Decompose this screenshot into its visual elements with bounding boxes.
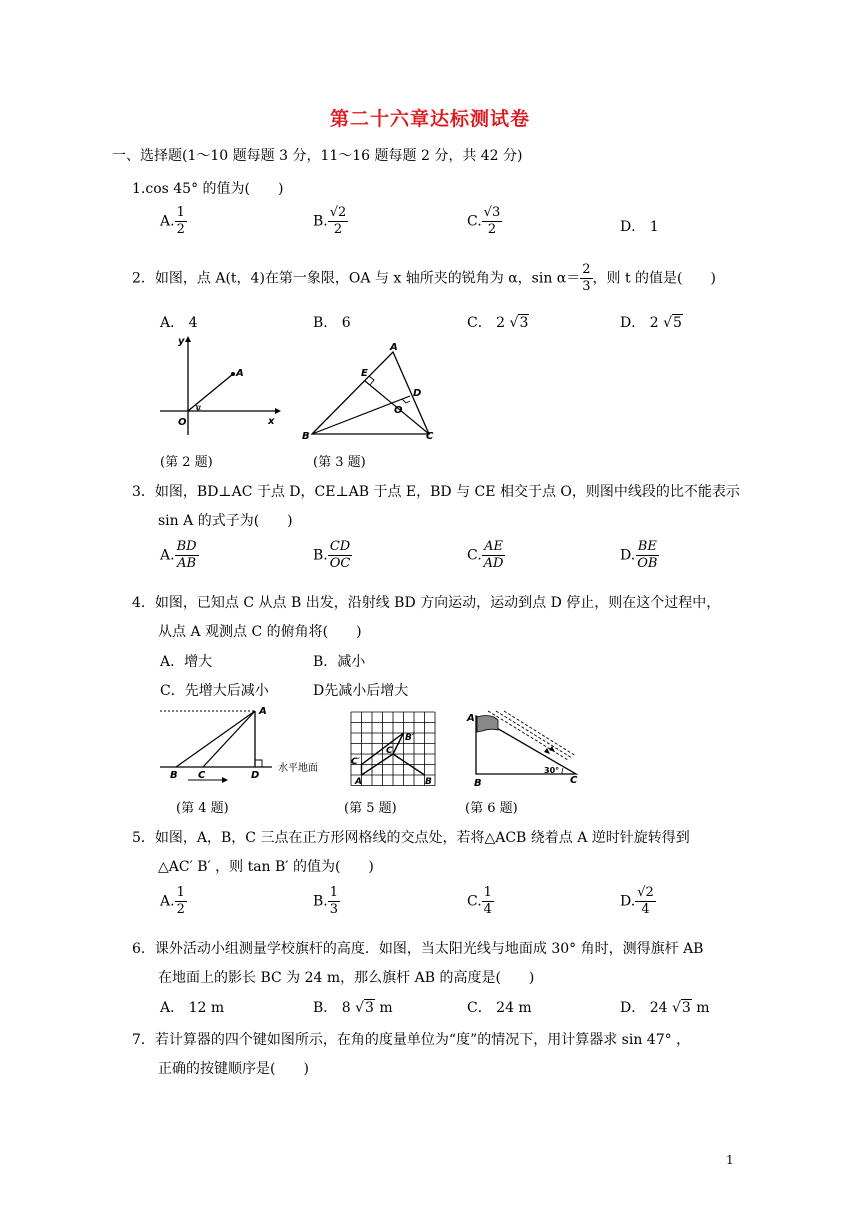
q1-option-b: B. $\frac{√2}{2}$	[313, 205, 347, 237]
fig3-b-label: B	[302, 431, 310, 442]
fig4-b-label: B	[170, 770, 178, 781]
q3-option-a: A. $\frac{BD}{AB}$	[160, 539, 197, 571]
fig5-c-label: C	[386, 746, 393, 756]
fig5-b-prime-label: B′	[405, 733, 415, 743]
q6-option-c: C． 24 m	[467, 1000, 532, 1016]
q4-option-c: C．先增大后减小	[160, 683, 269, 699]
figure-q6	[464, 708, 584, 790]
fig5-caption: (第 5 题)	[344, 801, 397, 816]
q6-stem-line2: 在地面上的影长 BC 为 24 m，那么旗杆 AB 的高度是( )	[158, 970, 535, 986]
q4-option-d: D先减小后增大	[313, 683, 409, 699]
q7-stem-line1: 7．若计算器的四个键如图所示，在角的度量单位为“度”的情况下，用计算器求 sin 47° ，	[132, 1032, 691, 1048]
q3-option-c: C. $\frac{AE}{AD}$	[467, 539, 504, 571]
fig4-ground-label: 水平地面	[278, 763, 318, 774]
fig2-y-label: y	[178, 336, 185, 347]
q4-stem-line1: 4．如图，已知点 C 从点 B 出发，沿射线 BD 方向运动，运动到点 D 停止，则在这个过程中，	[132, 595, 721, 611]
q2-option-c: C． 2 √3	[467, 315, 529, 331]
fig4-d-label: D	[251, 770, 260, 781]
fig6-angle-label: 30°	[544, 766, 560, 775]
q4-stem-line2: 从点 A 观测点 C 的俯角将( )	[158, 624, 362, 640]
q1-option-a: A. $\frac{1}{2}$	[160, 205, 185, 237]
q6-option-a: A． 12 m	[160, 1000, 225, 1016]
fig5-c-prime-label: C′	[351, 757, 360, 767]
fig3-caption: (第 3 题)	[313, 455, 366, 470]
q5-option-b: B. $\frac{1}{3}$	[313, 885, 339, 917]
q1-option-d: D． 1	[620, 219, 659, 235]
q5-stem-line1: 5．如图，A，B，C 三点在正方形网格线的交点处，若将△ACB 绕着点 A 逆时针旋转得到	[132, 830, 690, 846]
section-heading: 一、选择题(1～10 题每题 3 分，11～16 题每题 2 分，共 42 分)	[112, 148, 523, 164]
q2-option-a: A． 4	[160, 315, 198, 331]
figure-q2	[150, 332, 290, 442]
fig2-a-label: A	[236, 368, 244, 379]
fig3-a-label: A	[390, 342, 398, 353]
fig6-c-label: C	[570, 775, 578, 786]
fig3-o-label: O	[394, 405, 403, 416]
fig5-b-label: B	[425, 777, 432, 787]
fig2-alpha-label: α	[196, 403, 202, 412]
q2-option-d: D． 2 √5	[620, 315, 682, 331]
q5-option-c: C. $\frac{1}{4}$	[467, 885, 492, 917]
fig2-x-label: x	[268, 416, 275, 427]
fig4-caption: (第 4 题)	[176, 801, 229, 816]
page-number: 1	[726, 1153, 734, 1167]
page-title: 第二十六章达标测试卷	[329, 108, 530, 130]
q3-stem-line2: sin A 的式子为( )	[158, 513, 293, 529]
q5-option-d: D. $\frac{√2}{4}$	[620, 885, 654, 917]
fig6-b-label: B	[474, 778, 482, 789]
fig3-e-label: E	[361, 368, 368, 379]
fig2-o-label: O	[178, 417, 187, 428]
q1-stem: 1.cos 45° 的值为( )	[132, 181, 284, 197]
q1-option-c: C. $\frac{√3}{2}$	[467, 205, 501, 237]
fig3-d-label: D	[413, 388, 422, 399]
q6-option-b: B． 8 √3 m	[313, 1000, 393, 1016]
figure-q5	[345, 706, 445, 790]
q3-option-b: B. $\frac{CD}{OC}$	[313, 539, 351, 571]
fig4-a-label: A	[259, 706, 267, 717]
q3-stem-line1: 3．如图，BD⊥AC 于点 D，CE⊥AB 于点 E，BD 与 CE 相交于点 O，则图中线段的比不能表示	[132, 484, 740, 500]
q4-option-b: B．减小	[313, 654, 366, 670]
q6-stem-line1: 6．课外活动小组测量学校旗杆的高度．如图，当太阳光线与地面成 30° 角时，测得旗杆 AB	[132, 941, 704, 957]
q6-option-d: D． 24 √3 m	[620, 1000, 710, 1016]
q5-option-a: A. $\frac{1}{2}$	[160, 885, 185, 917]
figure-q3	[298, 338, 448, 446]
fig4-c-label: C	[198, 770, 206, 781]
q3-option-d: D. $\frac{BE}{OB}$	[620, 539, 658, 571]
fig6-a-label: A	[467, 713, 475, 724]
fig3-c-label: C	[426, 431, 434, 442]
q4-option-a: A．增大	[160, 654, 213, 670]
fig6-caption: (第 6 题)	[465, 801, 518, 816]
q5-stem-line2: △AC′ B′ ，则 tan B′ 的值为( )	[158, 859, 374, 875]
q7-stem-line2: 正确的按键顺序是( )	[158, 1061, 309, 1077]
fig2-caption: (第 2 题)	[160, 455, 213, 470]
q2-stem: 2．如图，点 A(t，4)在第一象限，OA 与 x 轴所夹的锐角为 α，sin α＝ $\frac{2}{3}$ ，则 t 的值是( )	[132, 262, 716, 294]
fig5-a-label: A	[355, 777, 362, 787]
q2-option-b: B． 6	[313, 315, 351, 331]
figure-q4	[150, 700, 330, 788]
